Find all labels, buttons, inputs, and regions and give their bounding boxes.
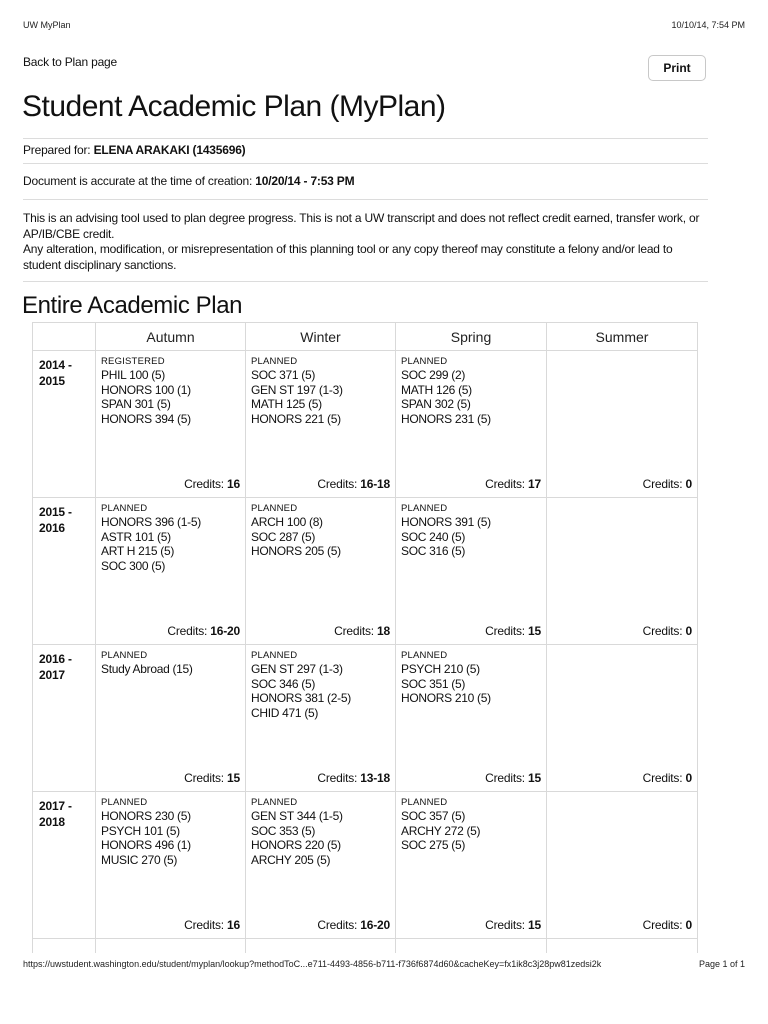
empty-cell [547,939,698,954]
credits-label: Credits: [485,770,525,785]
credits-label: Credits: [642,476,683,491]
credits-value: 0 [685,623,692,638]
divider [23,138,708,139]
course-item: GEN ST 197 (1-3) [251,382,343,397]
course-item: SOC 351 (5) [401,676,466,691]
quarter-status: REGISTERED [101,356,165,367]
course-item: SOC 346 (5) [251,676,316,691]
quarter-cell [396,645,547,765]
quarter-status: PLANNED [401,356,448,367]
quarter-header-row [33,323,698,351]
course-item: HONORS 396 (1-5) [101,515,201,529]
print-header-title: UW MyPlan [23,20,71,30]
course-item: SOC 300 (5) [101,558,166,573]
year-label [33,351,96,498]
credits-cell [396,470,547,498]
quarter-cell [547,351,698,471]
credits-label: Credits: [184,917,224,932]
credits-value: 0 [685,476,692,491]
quarter-cell [246,792,396,912]
credits-cell [246,470,396,498]
print-button[interactable]: Print [648,55,706,81]
credits-label: Credits: [485,476,525,491]
quarter-cell [396,498,547,618]
course-item: Study Abroad (15) [101,662,193,676]
credits-label: Credits: [642,623,683,638]
year-label-end: 2018 [39,815,65,829]
credits-cell [246,911,396,939]
course-item: MATH 126 (5) [401,382,472,397]
credits-label: Credits: [317,917,358,932]
credits-cell [547,911,698,939]
course-item: ART H 215 (5) [101,544,175,559]
course-item: CHID 471 (5) [251,705,319,720]
accuracy-line [23,174,354,188]
credits-value: 15 [528,917,541,932]
quarter-cell [547,645,698,765]
course-item: PHIL 100 (5) [101,368,165,382]
quarter-status: PLANNED [251,356,298,367]
credits-cell [547,764,698,792]
credits-cell [96,764,246,792]
year-credits-row [33,470,698,498]
credits-value: 17 [528,476,541,491]
credits-value: 16-20 [210,623,240,638]
credits-value: 16-18 [360,476,390,491]
course-item: HONORS 394 (5) [101,411,191,426]
course-item: HONORS 210 (5) [401,691,491,706]
quarter-header: Spring [396,323,547,351]
student-name: ELENA ARAKAKI (1435696) [93,143,246,157]
year-credits-row [33,911,698,939]
quarter-status: PLANNED [101,503,148,514]
empty-cell [33,939,96,954]
header-corner [33,323,96,351]
plan-body [33,351,698,954]
course-item: SOC 353 (5) [251,823,316,838]
divider [23,199,708,200]
year-label-start: 2017 - [39,799,72,813]
credits-value: 0 [685,770,692,785]
course-item: GEN ST 344 (1-5) [251,809,343,823]
course-item: SOC 240 (5) [401,529,466,544]
course-item: HONORS 381 (2-5) [251,691,351,706]
year-label-end: 2016 [39,521,65,535]
disclaimer-text: Any alteration, modification, or misrepresentation of this planning tool or any copy thereof may constitute a felony and/or lead to student disciplinary sanctions. [23,242,673,272]
disclaimer-text: This is an advising tool used to plan degree progress. This is not a UW transcript and does not reflect credit earned, transfer work, or AP/IB/CBE credit. [23,211,700,241]
year-label-end: 2015 [39,374,65,388]
course-item: MUSIC 270 (5) [101,852,178,867]
quarter-header: Summer [547,323,698,351]
quarter-cell [396,351,547,471]
page-title: Student Academic Plan (MyPlan) [22,90,446,123]
year-courses-row [33,645,698,765]
section-title: Entire Academic Plan [22,292,243,319]
course-item: SOC 275 (5) [401,838,466,853]
quarter-cell [96,645,246,765]
course-item: HONORS 221 (5) [251,411,341,426]
next-year-row [33,939,698,954]
year-label-end: 2017 [39,668,65,682]
quarter-cell [246,351,396,471]
course-item: HONORS 100 (1) [101,382,191,397]
credits-value: 16 [227,917,240,932]
quarter-cell [96,351,246,471]
credits-label: Credits: [184,770,224,785]
course-item: GEN ST 297 (1-3) [251,662,343,676]
quarter-header: Autumn [96,323,246,351]
course-item: SPAN 302 (5) [401,397,471,412]
credits-value: 15 [227,770,240,785]
credits-label: Credits: [485,917,525,932]
quarter-status: PLANNED [251,650,298,661]
credits-cell [96,911,246,939]
credits-cell [246,617,396,645]
quarter-status: PLANNED [101,797,148,808]
academic-plan-table [32,322,698,953]
credits-value: 0 [685,917,692,932]
year-courses-row [33,792,698,912]
course-item: HONORS 231 (5) [401,411,491,426]
course-item: PSYCH 101 (5) [101,823,180,838]
quarter-status: PLANNED [401,797,448,808]
quarter-cell [96,792,246,912]
print-header [23,20,745,34]
course-item: MATH 125 (5) [251,397,322,412]
creation-datetime: 10/20/14 - 7:53 PM [255,174,355,188]
course-item: HONORS 391 (5) [401,515,491,529]
course-item: SOC 371 (5) [251,368,316,382]
empty-cell [396,939,547,954]
prepared-for-label: Prepared for: [23,143,91,157]
credits-value: 16-20 [360,917,390,932]
credits-cell [547,470,698,498]
credits-label: Credits: [485,623,525,638]
quarter-cell [547,498,698,618]
course-item: HONORS 496 (1) [101,838,191,853]
course-item: SPAN 301 (5) [101,397,171,412]
year-label-start: 2015 - [39,505,72,519]
quarter-cell [396,792,547,912]
quarter-cell [246,645,396,765]
quarter-cell [547,792,698,912]
back-to-plan-link[interactable]: Back to Plan page [23,55,118,69]
credits-cell [246,764,396,792]
accuracy-label: Document is accurate at the time of creation: [23,174,253,188]
course-item: HONORS 205 (5) [251,544,341,559]
quarter-status: PLANNED [101,650,148,661]
year-label-start: 2014 - [39,358,72,372]
divider [23,163,708,164]
course-item: HONORS 220 (5) [251,838,341,853]
course-item: ARCHY 272 (5) [401,823,481,838]
credits-cell [396,764,547,792]
course-item: SOC 299 (2) [401,368,466,382]
quarter-header: Winter [246,323,396,351]
year-courses-row [33,351,698,471]
print-footer-url: https://uwstudent.washington.edu/student/myplan/lookup?methodToC...e711-4493-4856-b711-f736f6874d60&cacheKey=fx1ik8c3j28pw81zedsi2k [23,959,602,969]
course-item: HONORS 230 (5) [101,809,191,823]
quarter-cell [246,498,396,618]
year-label-start: 2016 - [39,652,72,666]
credits-label: Credits: [317,476,358,491]
empty-cell [246,939,396,954]
year-credits-row [33,764,698,792]
course-item: ARCH 100 (8) [251,515,323,529]
course-item: SOC 287 (5) [251,529,316,544]
credits-cell [96,617,246,645]
quarter-status: PLANNED [401,503,448,514]
quarter-status: PLANNED [401,650,448,661]
credits-label: Credits: [317,770,358,785]
credits-label: Credits: [642,917,683,932]
credits-cell [547,617,698,645]
credits-value: 16 [227,476,240,491]
prepared-for [23,143,245,157]
course-item: ASTR 101 (5) [101,529,171,544]
quarter-status: PLANNED [251,797,298,808]
course-item: SOC 357 (5) [401,809,466,823]
credits-value: 15 [528,770,541,785]
year-credits-row [33,617,698,645]
course-item: PSYCH 210 (5) [401,662,480,676]
year-label [33,792,96,939]
disclaimer [23,211,713,273]
credits-label: Credits: [167,623,208,638]
page-number: Page 1 of 1 [698,959,745,969]
print-header-datetime: 10/10/14, 7:54 PM [671,20,745,30]
course-item: ARCHY 205 (5) [251,852,331,867]
empty-cell [96,939,246,954]
credits-cell [96,470,246,498]
year-label [33,498,96,645]
credits-cell [396,617,547,645]
quarter-status: PLANNED [251,503,298,514]
credits-label: Credits: [642,770,683,785]
credits-cell [396,911,547,939]
year-courses-row [33,498,698,618]
credits-value: 13-18 [360,770,390,785]
credits-label: Credits: [334,623,374,638]
year-label [33,645,96,792]
quarter-cell [96,498,246,618]
course-item: SOC 316 (5) [401,544,466,559]
credits-label: Credits: [184,476,224,491]
credits-value: 18 [377,623,390,638]
credits-value: 15 [528,623,541,638]
divider [23,281,708,282]
